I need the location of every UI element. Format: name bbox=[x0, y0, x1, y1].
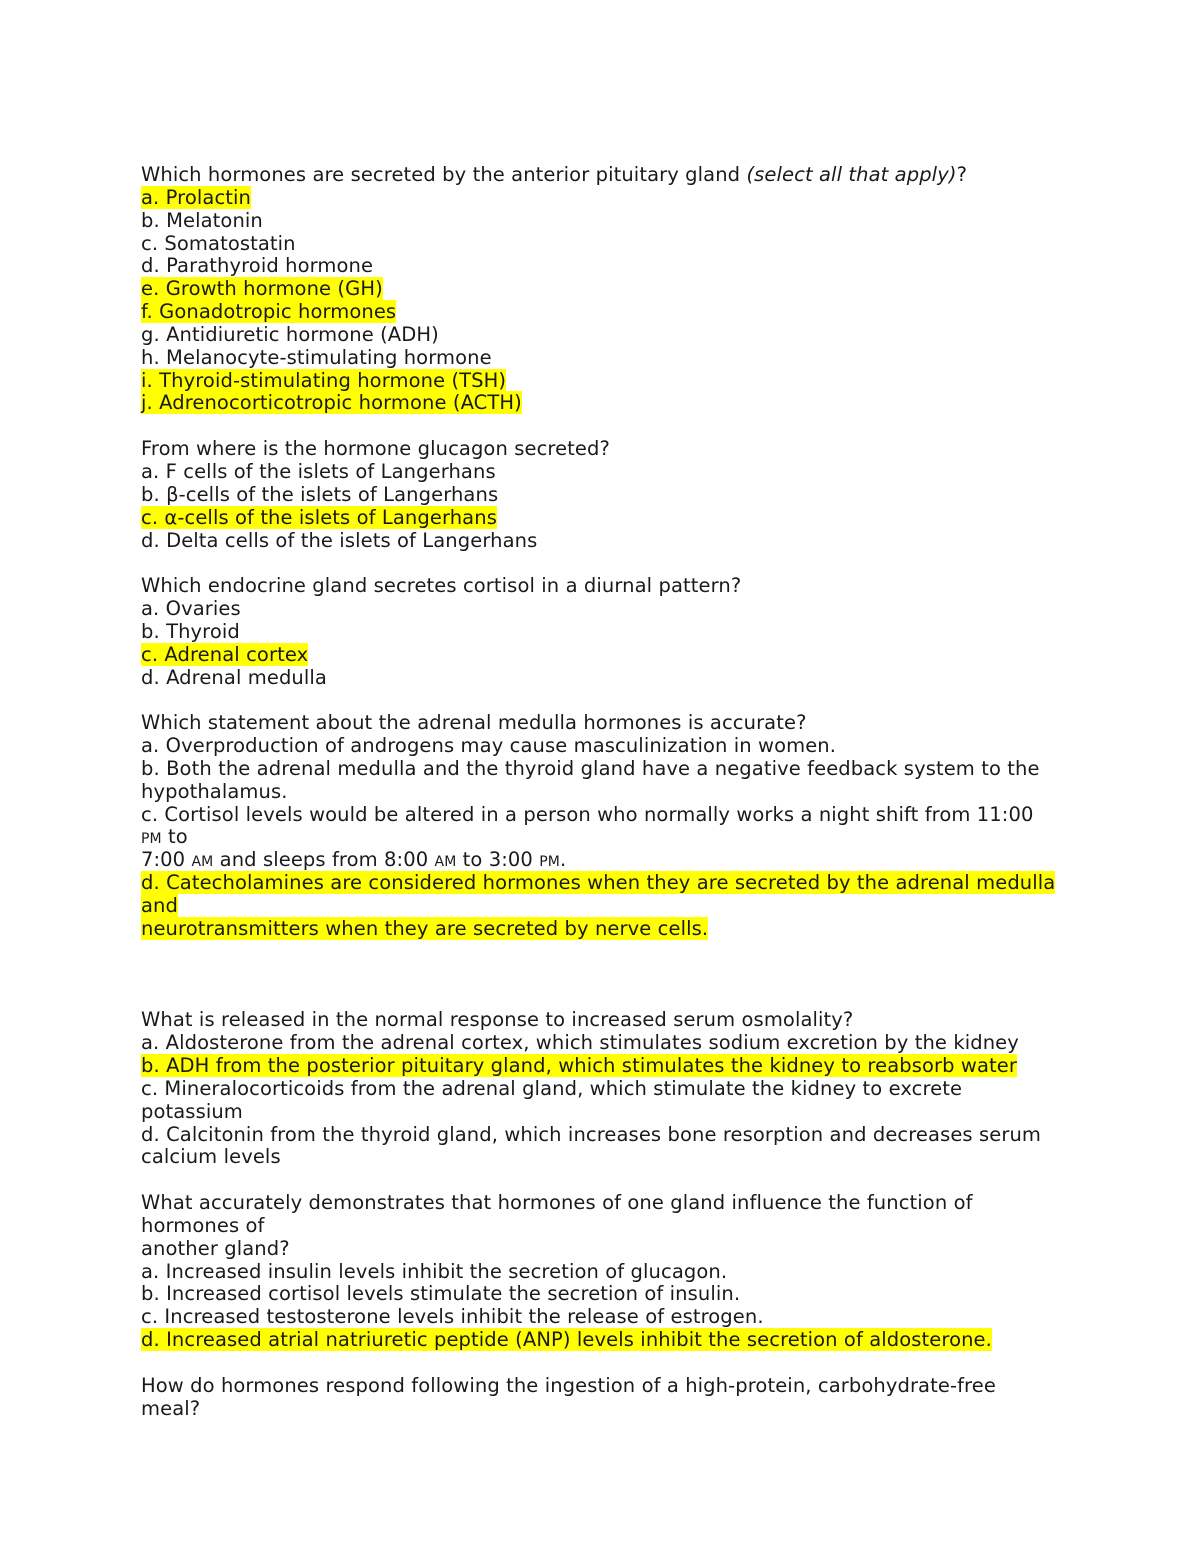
question-5-stem: What is released in the normal response to increased serum osmolality? bbox=[141, 1008, 854, 1032]
question-4-option-c-cont-2: 7:00 AM and sleeps from 8:00 AM to 3:00 PM. bbox=[141, 848, 567, 872]
question-2-option-d: d. Delta cells of the islets of Langerhans bbox=[141, 528, 538, 552]
question-3-option-c: c. Adrenal cortex bbox=[141, 642, 309, 666]
question-7-stem: How do hormones respond following the ingestion of a high-protein, carbohydrate-free bbox=[141, 1373, 996, 1397]
question-5-option-c-cont: potassium bbox=[141, 1099, 243, 1123]
question-1-option-f: f. Gonadotropic hormones bbox=[141, 300, 397, 324]
question-5-option-d-cont: calcium levels bbox=[141, 1145, 281, 1169]
question-4-option-b-cont: hypothalamus. bbox=[141, 779, 288, 803]
question-4-option-d: d. Catecholamines are considered hormones when they are secreted by the adrenal medulla bbox=[141, 871, 1056, 895]
question-1-option-d: d. Parathyroid hormone bbox=[141, 254, 374, 278]
question-7-stem-cont: meal? bbox=[141, 1396, 201, 1420]
question-1-option-c: c. Somatostatin bbox=[141, 231, 296, 255]
question-6-option-b: b. Increased cortisol levels stimulate the secretion of insulin. bbox=[141, 1282, 741, 1306]
question-2-option-b: b. β-cells of the islets of Langerhans bbox=[141, 482, 499, 506]
question-1-option-j: j. Adrenocorticotropic hormone (ACTH) bbox=[141, 391, 522, 415]
question-1-option-h: h. Melanocyte-stimulating hormone bbox=[141, 345, 492, 369]
question-5-option-b: b. ADH from the posterior pituitary gland, which stimulates the kidney to reabsorb water bbox=[141, 1053, 1017, 1077]
question-6-stem-cont-2: another gland? bbox=[141, 1236, 290, 1260]
question-1-option-a: a. Prolactin bbox=[141, 185, 251, 209]
question-2-option-a: a. F cells of the islets of Langerhans bbox=[141, 459, 496, 483]
question-1-instruction: (select all that apply) bbox=[746, 163, 957, 186]
question-4-option-c: c. Cortisol levels would be altered in a person who normally works a night shift from 11:00 bbox=[141, 802, 1034, 826]
question-4-stem: Which statement about the adrenal medulla hormones is accurate? bbox=[141, 711, 807, 735]
question-4-option-c-cont: PM to bbox=[141, 825, 188, 849]
question-1-option-e: e. Growth hormone (GH) bbox=[141, 277, 383, 301]
question-2-option-c: c. α-cells of the islets of Langerhans bbox=[141, 505, 497, 529]
question-6-option-c: c. Increased testosterone levels inhibit the release of estrogen. bbox=[141, 1305, 764, 1329]
question-5-option-c: c. Mineralocorticoids from the adrenal gland, which stimulate the kidney to excrete bbox=[141, 1076, 963, 1100]
question-3-option-d: d. Adrenal medulla bbox=[141, 665, 327, 689]
question-3-option-a: a. Ovaries bbox=[141, 597, 241, 621]
question-1-stem: Which hormones are secreted by the anterior pituitary gland (select all that apply)? bbox=[141, 163, 968, 186]
question-6-stem: What accurately demonstrates that hormones of one gland influence the function of bbox=[141, 1191, 973, 1215]
question-5-option-a: a. Aldosterone from the adrenal cortex, which stimulates sodium excretion by the kidney bbox=[141, 1031, 1019, 1055]
question-4-option-b: b. Both the adrenal medulla and the thyroid gland have a negative feedback system to the bbox=[141, 756, 1040, 780]
question-1-option-b: b. Melatonin bbox=[141, 208, 263, 232]
question-4-option-d-cont-2: neurotransmitters when they are secreted by nerve cells. bbox=[141, 916, 709, 940]
question-6-stem-cont: hormones of bbox=[141, 1213, 265, 1237]
question-2-stem: From where is the hormone glucagon secreted? bbox=[141, 437, 610, 461]
question-3-option-b: b. Thyroid bbox=[141, 619, 240, 643]
question-4-option-d-cont: and bbox=[141, 894, 178, 917]
question-4-option-a: a. Overproduction of androgens may cause masculinization in women. bbox=[141, 734, 837, 758]
question-6-option-a: a. Increased insulin levels inhibit the secretion of glucagon. bbox=[141, 1259, 728, 1283]
question-5-option-d: d. Calcitonin from the thyroid gland, which increases bone resorption and decreases serum bbox=[141, 1122, 1042, 1146]
question-3-stem: Which endocrine gland secretes cortisol in a diurnal pattern? bbox=[141, 574, 742, 598]
question-6-option-d: d. Increased atrial natriuretic peptide (ANP) levels inhibit the secretion of aldosterone. bbox=[141, 1328, 992, 1352]
question-1-option-g: g. Antidiuretic hormone (ADH) bbox=[141, 322, 439, 346]
document-page bbox=[141, 164, 1061, 1420]
question-1-option-i: i. Thyroid-stimulating hormone (TSH) bbox=[141, 368, 507, 392]
